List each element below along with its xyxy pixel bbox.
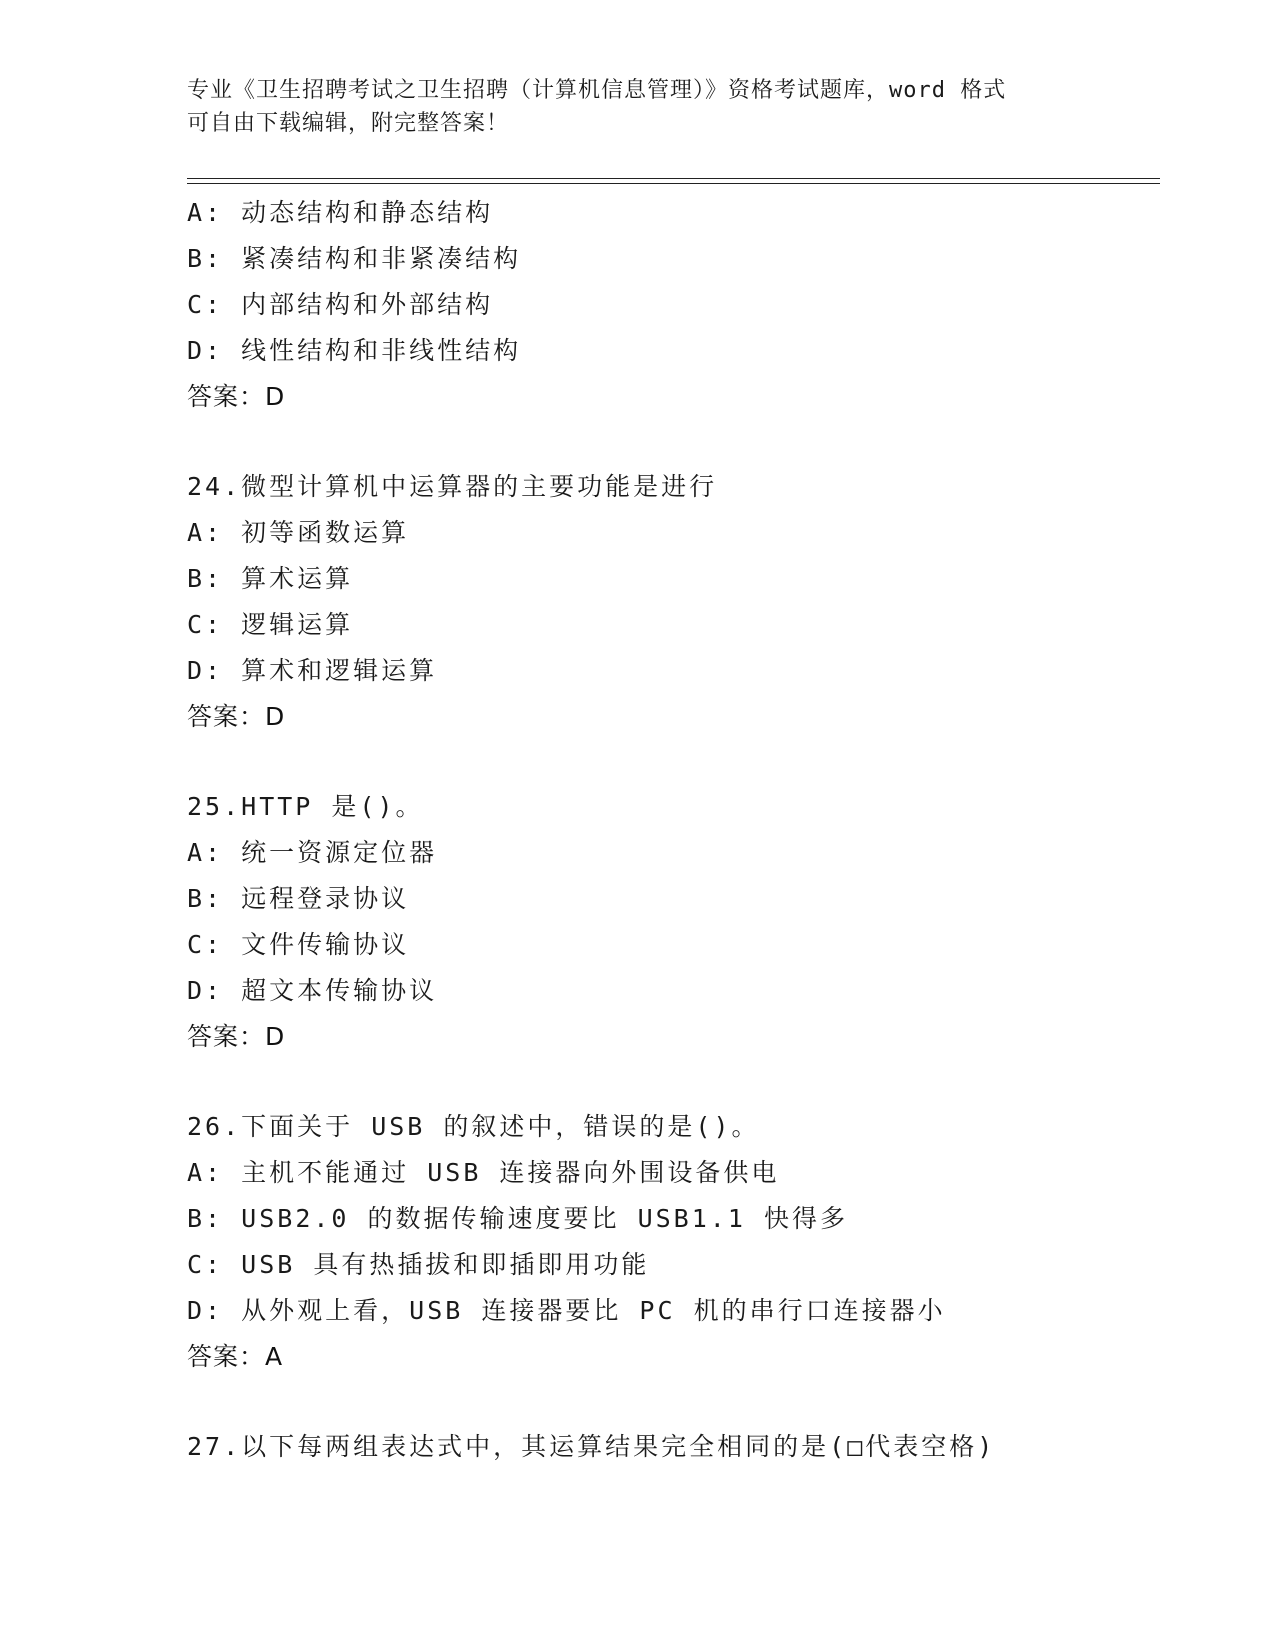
option-text: 线性结构和非线性结构: [241, 336, 522, 365]
option-prefix: D:: [187, 336, 224, 365]
option-text: 文件传输协议: [241, 930, 410, 959]
option-prefix: B:: [187, 884, 224, 913]
header-line-2: 可自由下载编辑，附完整答案！: [187, 111, 510, 136]
option-prefix: C:: [187, 930, 224, 959]
answer-label: 答案：: [187, 1342, 266, 1371]
question-stem: [187, 784, 1167, 830]
answer-line: [187, 1014, 1167, 1060]
option-prefix: D:: [187, 1296, 224, 1325]
answer-value: D: [265, 382, 286, 411]
question-text: 下面关于 USB 的叙述中，错误的是()。: [241, 1112, 760, 1141]
option-line: [187, 190, 1167, 236]
option-line: [187, 876, 1167, 922]
option-line: [187, 510, 1167, 556]
question-number: 24.: [187, 472, 242, 501]
option-text: USB2.0 的数据传输速度要比 USB1.1 快得多: [241, 1204, 848, 1233]
option-text: 初等函数运算: [241, 518, 410, 547]
answer-value: D: [265, 702, 286, 731]
question-block-24: [187, 464, 1167, 740]
question-stem: [187, 464, 1167, 510]
question-block-27: [187, 1424, 1167, 1470]
option-prefix: C:: [187, 290, 224, 319]
question-number: 27.: [187, 1432, 242, 1461]
header-divider-bottom: [187, 183, 1160, 184]
question-block-continued: [187, 190, 1167, 420]
option-text: 紧凑结构和非紧凑结构: [241, 244, 522, 273]
option-text: 算术运算: [241, 564, 354, 593]
option-line: [187, 648, 1167, 694]
answer-label: 答案：: [187, 702, 266, 731]
option-prefix: C:: [187, 610, 224, 639]
option-prefix: A:: [187, 518, 224, 547]
question-text: 以下每两组表达式中，其运算结果完全相同的是(□代表空格): [241, 1432, 996, 1461]
answer-line: [187, 694, 1167, 740]
header-divider-top: [187, 178, 1160, 179]
option-prefix: B:: [187, 244, 224, 273]
question-block-26: [187, 1104, 1167, 1380]
option-line: [187, 236, 1167, 282]
option-prefix: A:: [187, 1158, 224, 1187]
option-prefix: A:: [187, 838, 224, 867]
answer-label: 答案：: [187, 382, 266, 411]
spacer: [187, 1060, 1167, 1104]
question-text: HTTP 是()。: [241, 792, 424, 821]
option-line: [187, 1150, 1167, 1196]
answer-label: 答案：: [187, 1022, 266, 1051]
answer-line: [187, 374, 1167, 420]
option-line: [187, 922, 1167, 968]
option-line: [187, 968, 1167, 1014]
option-line: [187, 1242, 1167, 1288]
question-stem: [187, 1424, 1167, 1470]
option-line: [187, 602, 1167, 648]
option-text: 主机不能通过 USB 连接器向外围设备供电: [241, 1158, 780, 1187]
option-prefix: D:: [187, 656, 224, 685]
spacer: [187, 420, 1167, 464]
header-line-1: 专业《卫生招聘考试之卫生招聘（计算机信息管理）》资格考试题库，word 格式: [187, 78, 1007, 103]
option-text: 动态结构和静态结构: [241, 198, 494, 227]
question-text: 微型计算机中运算器的主要功能是进行: [241, 472, 718, 501]
option-text: 超文本传输协议: [241, 976, 438, 1005]
option-text: 算术和逻辑运算: [241, 656, 438, 685]
spacer: [187, 740, 1167, 784]
answer-value: A: [265, 1342, 284, 1371]
option-line: [187, 1288, 1167, 1334]
option-text: 统一资源定位器: [241, 838, 438, 867]
question-list: [187, 190, 1167, 1470]
option-text: 逻辑运算: [241, 610, 354, 639]
question-block-25: [187, 784, 1167, 1060]
spacer: [187, 1380, 1167, 1424]
option-prefix: B:: [187, 1204, 224, 1233]
option-text: 从外观上看，USB 连接器要比 PC 机的串行口连接器小: [241, 1296, 946, 1325]
option-prefix: B:: [187, 564, 224, 593]
option-line: [187, 1196, 1167, 1242]
option-line: [187, 282, 1167, 328]
answer-value: D: [265, 1022, 286, 1051]
option-text: 内部结构和外部结构: [241, 290, 494, 319]
question-stem: [187, 1104, 1167, 1150]
option-prefix: A:: [187, 198, 224, 227]
option-line: [187, 830, 1167, 876]
question-number: 26.: [187, 1112, 242, 1141]
option-line: [187, 328, 1167, 374]
option-text: 远程登录协议: [241, 884, 410, 913]
option-text: USB 具有热插拔和即插即用功能: [241, 1250, 650, 1279]
document-header: [187, 74, 1087, 140]
question-number: 25.: [187, 792, 242, 821]
option-prefix: D:: [187, 976, 224, 1005]
option-line: [187, 556, 1167, 602]
option-prefix: C:: [187, 1250, 224, 1279]
answer-line: [187, 1334, 1167, 1380]
